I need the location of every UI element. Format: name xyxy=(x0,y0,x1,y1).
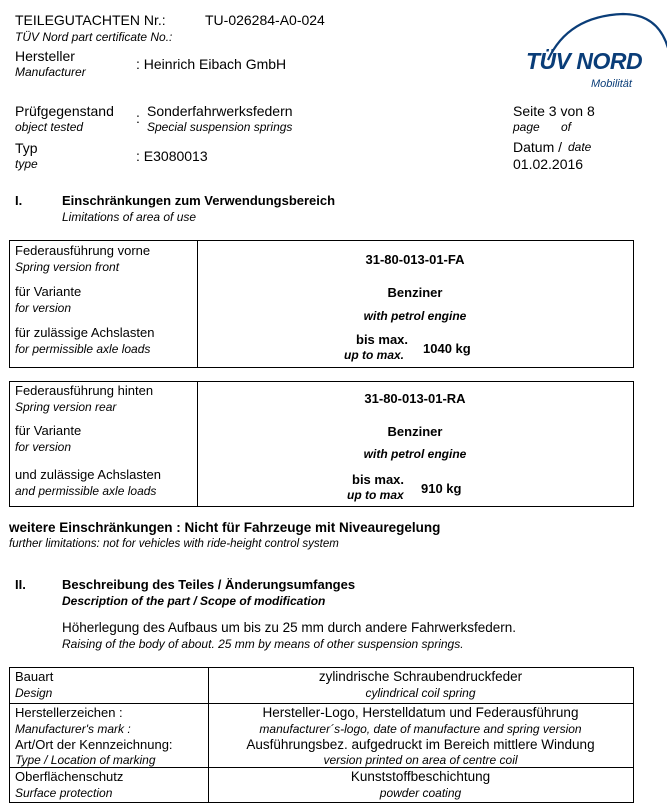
tuv-nord-logo: TÜV NORD xyxy=(526,48,643,74)
front-max-value: 1040 kg xyxy=(423,341,471,356)
page-label: Seite 3 von 8 xyxy=(513,103,595,119)
rear-version-value: 31-80-013-01-RA xyxy=(364,391,466,406)
mark-value: Hersteller-Logo, Herstelldatum und Federausführung xyxy=(262,705,579,720)
design-value-en: cylindrical coil spring xyxy=(365,686,476,700)
section2-title-en: Description of the part / Scope of modification xyxy=(62,594,326,608)
rear-max-label-en: up to max xyxy=(347,488,404,502)
rear-variant-value: Benziner xyxy=(387,424,443,439)
mark-value-en: manufacturer´s-logo, date of manufacture and spring version xyxy=(259,722,582,736)
design-label-en: Design xyxy=(15,686,53,700)
cert-number: TU-026284-A0-024 xyxy=(205,12,325,28)
surface-value: Kunststoffbeschichtung xyxy=(350,769,491,784)
cert-label-en: TÜV Nord part certificate No.: xyxy=(15,30,173,44)
rear-variant-value-en: with petrol engine xyxy=(363,447,467,461)
section1-title: Einschränkungen zum Verwendungsbereich xyxy=(62,193,336,208)
location-label-en: Type / Location of marking xyxy=(15,753,156,767)
object-value-en: Special suspension springs xyxy=(147,120,293,134)
front-axle-label-en: for permissible axle loads xyxy=(15,342,151,356)
section2-number: II. xyxy=(15,577,26,592)
rear-max-value: 910 kg xyxy=(421,481,462,496)
front-variant-value-en: with petrol engine xyxy=(363,309,467,323)
front-axle-label: für zulässige Achslasten xyxy=(15,325,155,340)
rear-version-label-en: Spring version rear xyxy=(15,400,117,414)
section1-number: I. xyxy=(15,193,23,208)
surface-label: Oberflächenschutz xyxy=(15,769,124,784)
rear-version-label: Federausführung hinten xyxy=(15,383,154,398)
section2-description: Höherlegung des Aufbaus um bis zu 25 mm durch andere Fahrwerksfedern. xyxy=(62,620,516,635)
object-value: Sonderfahrwerksfedern xyxy=(147,103,293,119)
manufacturer-label: Hersteller xyxy=(15,48,75,64)
front-variant-label-en: for version xyxy=(15,301,72,315)
object-colon: : xyxy=(136,110,140,126)
manufacturer-label-en: Manufacturer xyxy=(15,65,86,79)
surface-label-en: Surface protection xyxy=(15,786,113,800)
page-of-en: of xyxy=(561,120,572,134)
manufacturer-value: : Heinrich Eibach GmbH xyxy=(136,56,287,72)
cert-label: TEILEGUTACHTEN Nr.: xyxy=(15,12,166,28)
object-label: Prüfgegenstand xyxy=(15,103,114,119)
front-version-label-en: Spring version front xyxy=(15,260,120,274)
location-value: Ausführungsbez. aufgedruckt im Bereich mittlere Windung xyxy=(246,737,595,752)
front-version-value: 31-80-013-01-FA xyxy=(365,252,465,267)
surface-value-en: powder coating xyxy=(379,786,462,800)
tuv-nord-logo-subtitle: Mobilität xyxy=(591,78,632,90)
rear-max-label: bis max. xyxy=(352,472,405,487)
rear-variant-label: für Variante xyxy=(15,423,82,438)
date-label-en: date xyxy=(568,140,592,154)
front-max-label-en: up to max. xyxy=(344,348,405,362)
date-label: Datum / xyxy=(513,139,563,155)
further-limitations: weitere Einschränkungen : Nicht für Fahrzeuge mit Niveauregelung xyxy=(9,520,441,535)
location-label: Art/Ort der Kennzeichnung: xyxy=(15,737,173,752)
design-label: Bauart xyxy=(15,669,54,684)
front-version-label: Federausführung vorne xyxy=(15,243,151,258)
section2-description-en: Raising of the body of about. 25 mm by means of other suspension springs. xyxy=(62,637,464,651)
type-label: Typ xyxy=(15,140,38,156)
front-max-label: bis max. xyxy=(356,332,409,347)
design-value: zylindrische Schraubendruckfeder xyxy=(318,669,523,684)
mark-label: Herstellerzeichen : xyxy=(15,705,123,720)
type-value: : E3080013 xyxy=(136,148,208,164)
type-label-en: type xyxy=(15,157,38,171)
front-variant-value: Benziner xyxy=(387,285,443,300)
object-label-en: object tested xyxy=(15,120,84,134)
front-variant-label: für Variante xyxy=(15,284,82,299)
further-limitations-en: further limitations: not for vehicles with ride-height control system xyxy=(9,538,339,550)
rear-axle-label-en: and permissible axle loads xyxy=(15,484,157,498)
section1-title-en: Limitations of area of use xyxy=(62,210,197,224)
mark-label-en: Manufacturer's mark : xyxy=(15,722,131,736)
date-value: 01.02.2016 xyxy=(513,156,584,172)
rear-axle-label: und zulässige Achslasten xyxy=(15,467,161,482)
rear-variant-label-en: for version xyxy=(15,440,72,454)
section2-title: Beschreibung des Teiles / Änderungsumfanges xyxy=(62,577,356,592)
page-label-en: page xyxy=(513,120,540,134)
location-value-en: version printed on area of centre coil xyxy=(323,753,518,767)
